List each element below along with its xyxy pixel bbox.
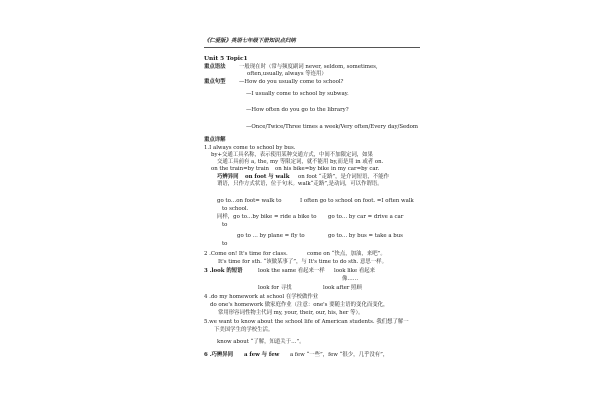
detail-line: 同样，go to…by bike = ride a bike to [217, 214, 317, 220]
detail-line: a few 与 few [244, 352, 280, 358]
detail-line: 巧辨异同 [217, 174, 239, 180]
detail-line: go to…on foot= walk to [217, 198, 282, 204]
detail-line: on the train=by train [211, 166, 270, 172]
detail-line: by+交通工具名称，表示使用某种交通方式，中间不加限定词，如果 [211, 152, 373, 158]
detail-line: in my car=by car. [331, 166, 380, 172]
detail-line: on foot “走路”，是介词短语，不能作 [298, 174, 389, 180]
document-header: 《仁爱版》英语七年级下册知识点归纳 [204, 38, 296, 44]
detail-line: 1.I always come to school by bus. [204, 145, 296, 151]
sentence-line: —I usually come to school by subway. [246, 91, 349, 97]
sentence-line: —How often do you go to the library? [246, 107, 349, 113]
detail-line: to [222, 241, 228, 247]
sentence-line: —Once/Twice/Three times a week/Very often/Every day/Sedom [246, 124, 419, 130]
detail-line: look the same 看起来一样 [258, 268, 325, 274]
detail-line: 像…… [342, 276, 359, 282]
detail-line: 4 .do my homework at school 在学校做作业 [204, 294, 319, 300]
detail-line: 常用形容词性物主代词 my, your, their, our, his, her 等）。 [218, 310, 364, 316]
detail-line: 谓语，只作方式状语，位于句末。walk“走路”,是动词，可以作谓语。 [217, 181, 383, 187]
detail-line: go to… by bus = take a bus [328, 233, 403, 239]
detail-line: look after 照顾 [323, 285, 362, 291]
grammar-line: often,usually, always 等连用） [247, 71, 327, 77]
detail-line: do one's homework 做家庭作业（注意：one's 要随主语的变化而变化， [210, 302, 389, 308]
grammar-line: 一般现在时（常与频度副词 never, seldom, sometimes, [239, 64, 378, 70]
detail-line: 3 .look 的短语 [204, 268, 243, 274]
detail-line: I often go to school on foot. =I often walk [300, 198, 414, 204]
detail-line: to school. [222, 206, 249, 212]
detail-line: It's time for sth. “该做某事了”，与 It's time to do sth. 意思一样。 [218, 259, 387, 265]
detail-line: go to … by plane = fly to [237, 233, 305, 239]
details-label: 重点详解 [204, 137, 226, 143]
detail-line: 6 .巧辨异同 [204, 352, 234, 358]
detail-line: 下美国学生的学校生活。 [214, 327, 274, 333]
detail-line: look for 寻找 [258, 285, 292, 291]
detail-line: know about “了解，知道关于…”。 [217, 339, 305, 345]
detail-line: on his bike=by bike [275, 166, 330, 172]
detail-line: 2 .Come on! It's time for class. [204, 251, 288, 257]
detail-line: look like 看起来 [334, 268, 375, 274]
detail-line: 5.we want to know about the school life of American students. 我们想了解一 [204, 319, 409, 325]
detail-line: to [222, 222, 228, 228]
header-rule [204, 47, 420, 48]
detail-line: come on “快点，加油，来吧”。 [307, 251, 386, 257]
sentences-label: 重点句型 [204, 79, 226, 85]
detail-line: a few “一些”，few “很少，几乎没有”， [290, 352, 389, 358]
detail-line: go to… by car = drive a car [328, 214, 404, 220]
sentence-line: —How do you usually come to school? [239, 79, 344, 85]
grammar-label: 重点语法 [204, 64, 226, 70]
detail-line: 交通工具前有 a, the, my 等限定词，就不能用 by,而是用 in 或者 on. [217, 159, 384, 165]
detail-line: on foot 与 walk [245, 174, 290, 180]
unit-title: Unit 5 Topic1 [204, 56, 248, 62]
